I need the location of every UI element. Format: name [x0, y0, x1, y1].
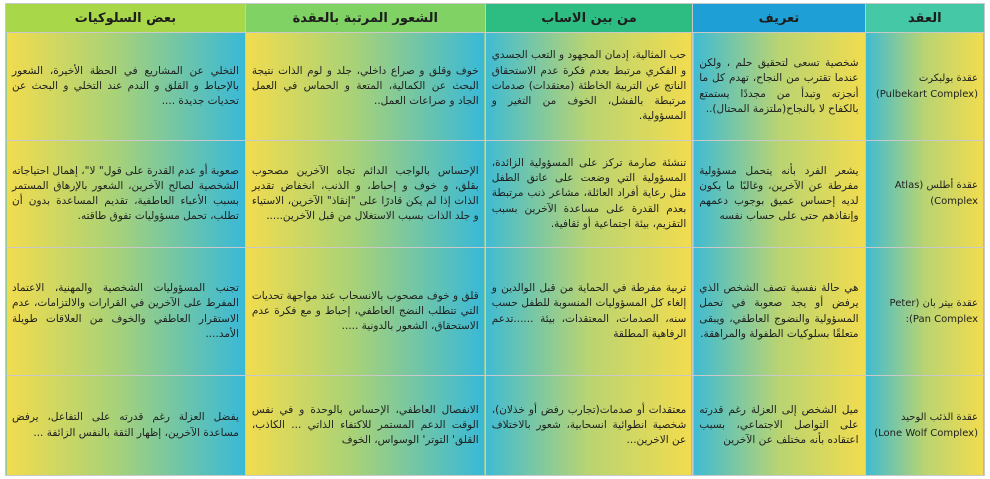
- header-causes: من بين الاساب: [485, 4, 693, 33]
- cell-behaviors: يفضل العزلة رغم قدرته على التفاعل، يرفض مساعدة الآخرين، إظهار الثقة بالنفس الزائفة ...: [6, 376, 246, 476]
- cell-definition: يشعر الفرد بأنه يتحمل مسؤولية مفرطة عن الآخرين، وغالبًا ما يكون لديه إحساس عميق بوجوب دعمهم وإنقاذهم حتى على حساب نفسه: [693, 141, 865, 248]
- header-complex: العقد: [865, 4, 984, 33]
- cell-behaviors: التخلي عن المشاريع في الحظة الأخيرة، الشعور بالإحباط و القلق و الندم عند التخلي و البحث عن تحديات جديدة ....: [6, 33, 246, 141]
- cell-complex-name: عقدة أطلس (Atlas Complex): [865, 141, 984, 248]
- table-row: [6, 33, 985, 141]
- header-behaviors: بعض السلوكيات: [6, 4, 246, 33]
- cell-definition: شخصية تسعى لتحقيق حلم ، ولكن عندما تقترب من النجاح، تهدم كل ما أنجزته وتبدأ من مجددًا يستمتع بالكفاح لا بالنجاح(ملتزمة المحتال)..: [693, 33, 865, 141]
- cell-causes: تربية مفرطة في الحماية من قبل الوالدين و إلغاء كل المسؤوليات المنسوبة للطفل حسب سنه، الصدمات، المعتقدات، بيئة ......تدعم الرفاهية المطلقة: [485, 248, 693, 376]
- cell-complex-name: عقدة بيتر بان (Peter Pan Complex):: [865, 248, 984, 376]
- cell-feelings: الإحساس بالواجب الدائم تجاه الآخرين مصحوب بقلق، و خوف و إحباط، و الذنب، انخفاض تقدير الذات إذا لم يكن قادرًا على "إنقاذ" الآخرين، الاستياء و جلد الذات بسبب الاستغلال من قبل الآخرين.....: [245, 141, 485, 248]
- header-row: [6, 4, 985, 33]
- complexes-table-container: [5, 3, 985, 476]
- cell-feelings: الانفصال العاطفي، الإحساس بالوحدة و في نفس الوقت الدعم المستمر للاكتفاء الذاتي ... الكاذب، القلق' التوتر' الوسواس، الخوف: [245, 376, 485, 476]
- cell-definition: هي حالة نفسية تصف الشخص الذي يرفض أو يجد صعوبة في تحمل المسؤولية والنضوج العاطفي، ويبقى متعلقًا بسلوكيات الطفولة والمراهقة.: [693, 248, 865, 376]
- cell-causes: معتقدات أو صدمات(تجارب رفض أو خذلان)، شخصية انطوائية انسحابية، شعور بالاختلاف عن الاخرين...: [485, 376, 693, 476]
- cell-complex-name: عقدة بولبكرت (Pulbekart Complex): [865, 33, 984, 141]
- cell-behaviors: تجنب المسؤوليات الشخصية والمهنية، الاعتماد المفرط على الآخرين في القرارات والالتزامات، عدم الاستقرار العاطفي والخوف من العلاقات طويلة الأمد....: [6, 248, 246, 376]
- cell-feelings: قلق و خوف مصحوب بالانسحاب عند مواجهة تحديات التي تتطلب النضج العاطفي، إحباط و مع فكرة عدم الاستحقاق، الشعور بالدونية .....: [245, 248, 485, 376]
- table-row: [6, 376, 985, 476]
- cell-behaviors: صعوبة أو عدم القدرة على قول" لا"، إهمال احتياجاته الشخصية لصالح الآخرين، الشعور بالإرهاق المستمر بسبب الأعباء العاطفية، تقديم المساعدة بدون أن تطلب، تحمل مسؤوليات تفوق طاقته.: [6, 141, 246, 248]
- table-row: [6, 141, 985, 248]
- table-row: [6, 248, 985, 376]
- header-definition: تعريف: [693, 4, 865, 33]
- header-feelings: الشعور المرتبة بالعقدة: [245, 4, 485, 33]
- cell-complex-name: عقدة الذئب الوحيد (Lone Wolf Complex): [865, 376, 984, 476]
- complexes-table: [5, 3, 985, 476]
- cell-causes: تنشئة صارمة تركز على المسؤولية الزائدة، المسؤولية التي وضعت على عاتق الطفل مثل رعاية أفراد العائلة، مشاعر ذنب مرتبطة بعدم القدرة على مساعدة الآخرين بسبب التقزيم، بيئة اجتماعية أو ثقافية.: [485, 141, 693, 248]
- cell-causes: حب المثالية، إدمان المجهود و التعب الجسدي و الفكري مرتبط بعدم فكرة عدم الاستحقاق الناتج عن التربية الخاطئة (معتقدات) صدمات مرتبطة بالفشل، الخوف من التغير و المسؤولية.: [485, 33, 693, 141]
- cell-definition: ميل الشخص إلى العزلة رغم قدرته على التواصل الاجتماعي، بسبب اعتقاده بأنه مختلف عن الآخرين: [693, 376, 865, 476]
- cell-feelings: خوف وقلق و صراع داخلي، جلد و لوم الذات نتيجة البحث عن الكمالية، المتعة و الحماس في العمل الجاد و صراعات العمل..: [245, 33, 485, 141]
